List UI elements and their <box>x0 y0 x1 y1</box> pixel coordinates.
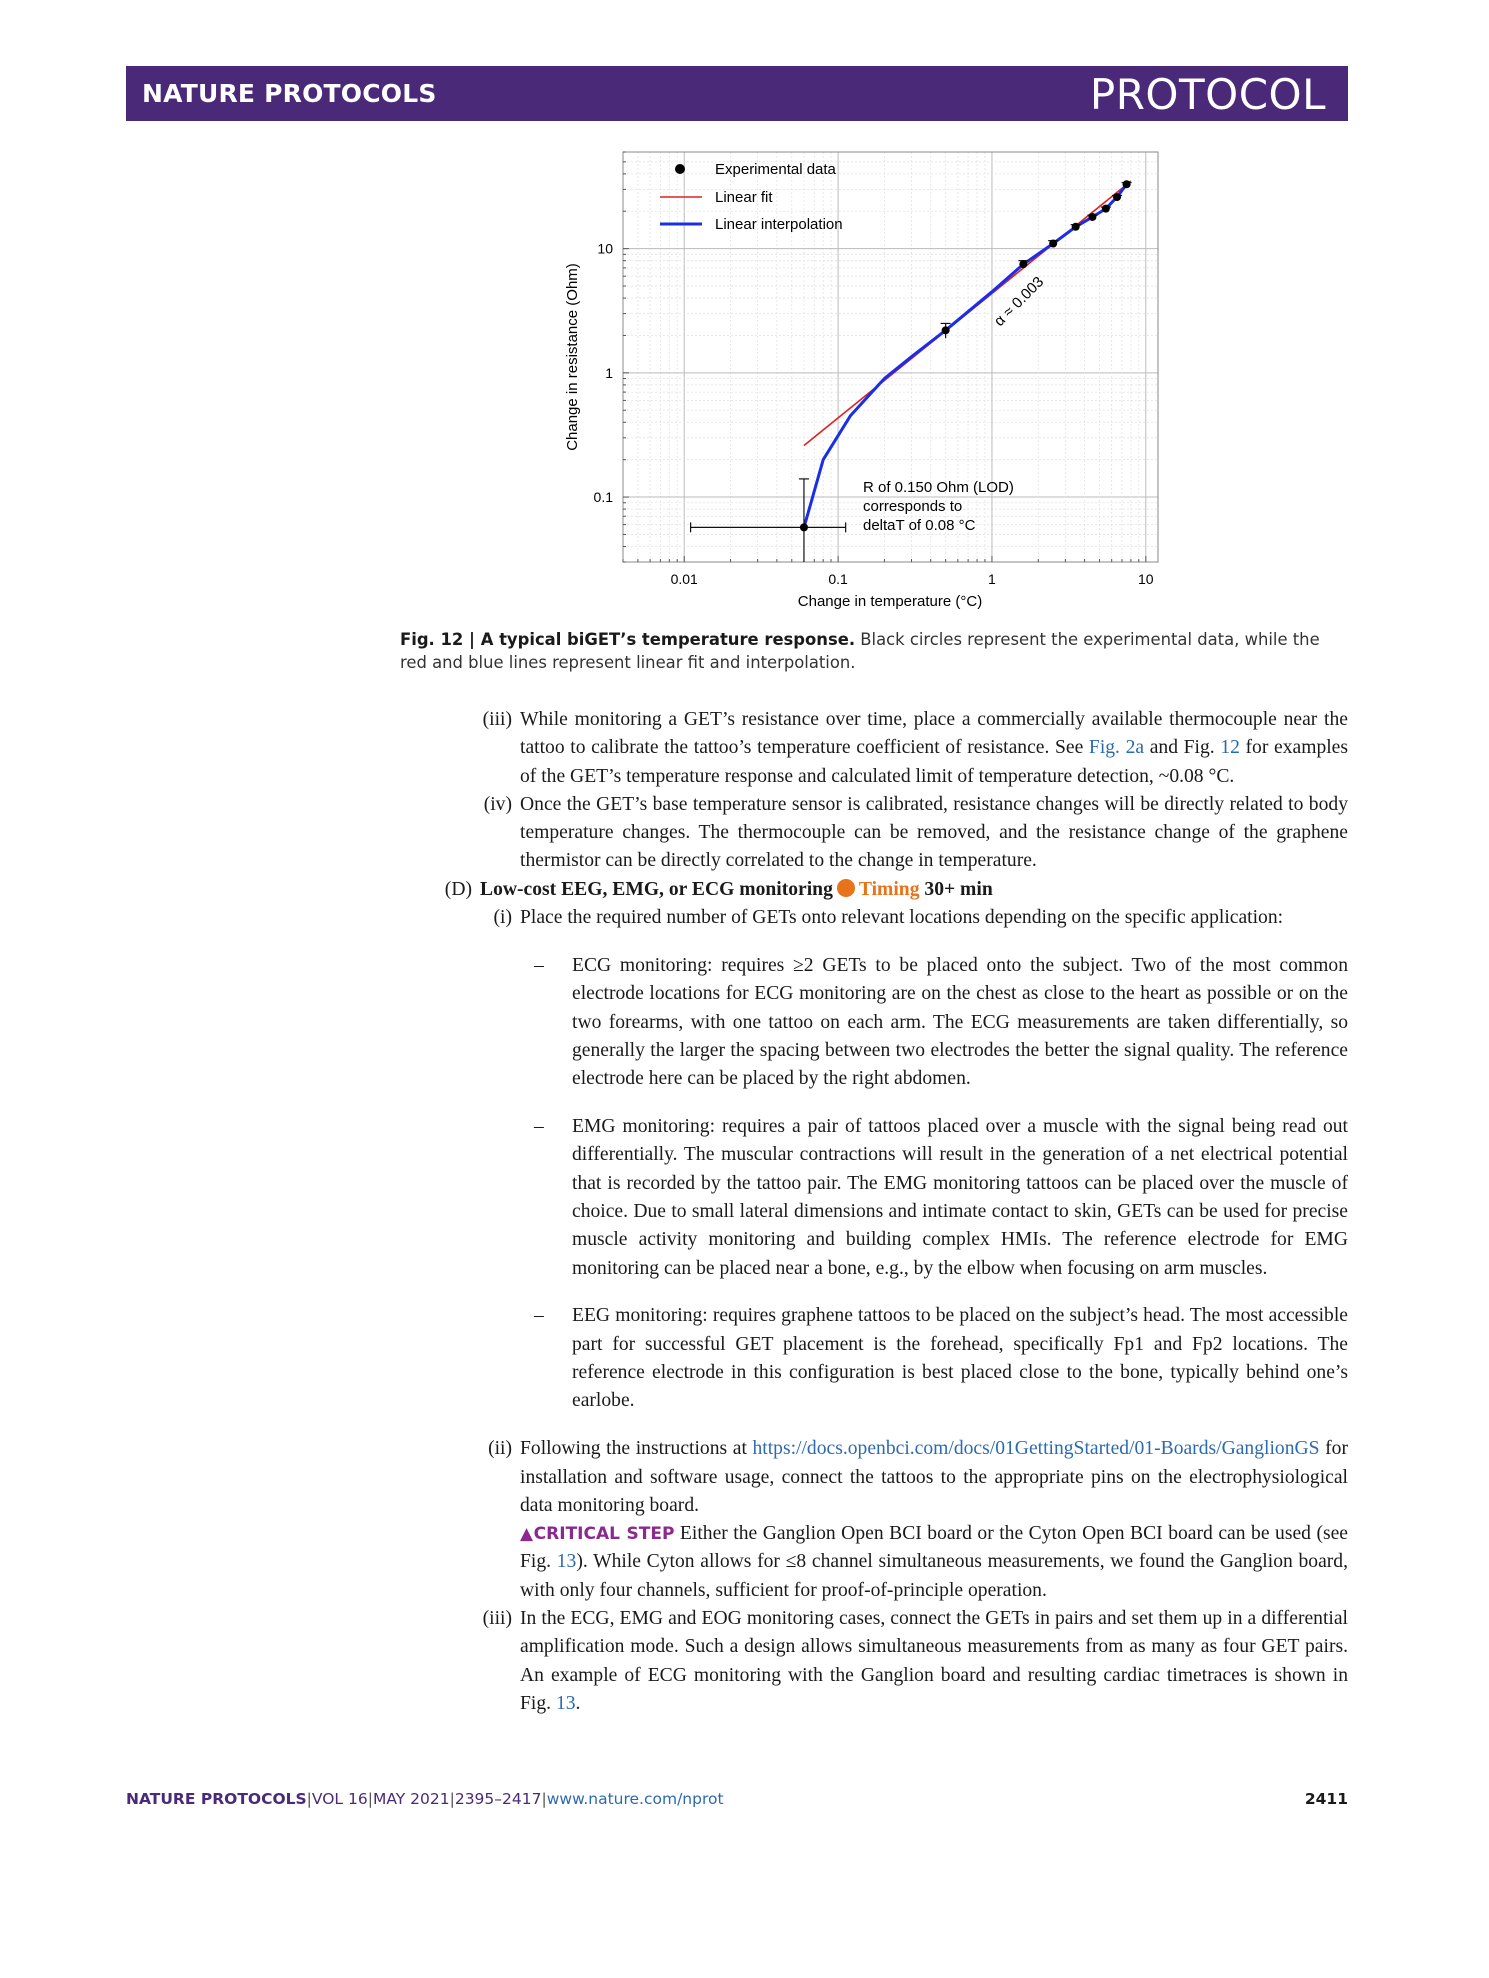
y-tick-label: 10 <box>597 240 613 257</box>
section-title: Low-cost EEG, EMG, or ECG monitoring <box>480 878 833 900</box>
body-text <box>440 706 1348 1718</box>
footer-date: MAY 2021 <box>372 1790 450 1808</box>
data-point-marker <box>1019 260 1027 268</box>
chart-lines <box>804 181 1131 527</box>
step-number: (iii) <box>482 1607 512 1629</box>
chart-legend <box>660 161 843 233</box>
step-ii: (ii) Following the instructions at https://docs.openbci.com/docs/01GettingStarted/01-Boards/GanglionGS for installation and software usage, connect the tattoos to the appropriate pins on the electrophysiological data monitoring board. ▲CRITICAL STEP Either the Ganglion Open BCI board or the Cyton Open BCI board can be used (see Fig. 13). While Cyton allows for ≤8 channel simultaneous measurements, we found the Ganglion board, with only four channels, sufficient for proof-of-principle operation. <box>520 1435 1348 1605</box>
caption-text: Black circles represent the experimental data, while the red and blue lines represent linear fit and interpolation. <box>400 630 1320 672</box>
step-i: (i) Place the required number of GETs onto relevant locations depending on the specific application: <box>520 904 1348 932</box>
temperature-response-chart <box>540 140 1180 620</box>
fig-2a-link[interactable]: Fig. 2a <box>1088 737 1145 759</box>
data-point-marker <box>942 326 950 334</box>
data-point-marker <box>1072 223 1080 231</box>
y-tick-label: 1 <box>605 364 613 381</box>
x-tick-label: 0.1 <box>828 571 848 587</box>
openbci-docs-link[interactable]: https://docs.openbci.com/docs/01GettingStarted/01-Boards/ <box>752 1438 1222 1460</box>
bullet-eeg: – EEG monitoring: requires graphene tattoos to be placed on the subject’s head. The most accessible part for successful GET placement is the forehead, specifically Fp1 and Fp2 locations. The reference electrode in this configuration is best placed close to the bone, typically behind one’s earlobe. <box>572 1302 1348 1415</box>
footer-volume: VOL 16 <box>311 1790 368 1808</box>
dash-marker: – <box>534 954 544 976</box>
alpha-annotation: α ≈ 0.003 <box>990 273 1048 330</box>
step-iii-pairs: (iii) In the ECG, EMG and EOG monitoring cases, connect the GETs in pairs and set them up in a differential amplification mode. Such a design allows simultaneous measurements from as many as four GET pairs. An example of ECG monitoring with the Ganglion board and resulting cardiac timetraces is shown in Fig. 13. <box>520 1605 1348 1718</box>
data-point-marker <box>1102 205 1110 213</box>
bullet-ecg: – ECG monitoring: requires ≥2 GETs to be placed onto the subject. Two of the most common electrode locations for ECG monitoring are on the chest as close to the heart as possible or on the two forearms, with one tattoo on each arm. The ECG measurements are taken differentially, so generally the larger the spacing between two electrodes the better the signal quality. The reference electrode here can be placed by the right abdomen. <box>572 952 1348 1093</box>
fig-13-link[interactable]: 13 <box>556 1551 577 1573</box>
y-axis-label: Change in resistance (Ohm) <box>564 263 581 451</box>
page-footer: NATURE PROTOCOLS|VOL 16|MAY 2021|2395–2417|www.nature.com/nprot 2411 <box>126 1790 1348 1808</box>
series-line-linear-interpolation <box>804 184 1127 527</box>
footer-pages: 2395–2417 <box>454 1790 542 1808</box>
dash-marker: – <box>534 1305 544 1327</box>
openbci-docs-link-cont[interactable]: GanglionGS <box>1221 1438 1320 1460</box>
timing-icon <box>837 879 855 897</box>
x-tick-label: 10 <box>1138 571 1154 587</box>
header-banner <box>126 66 1348 121</box>
y-tick-label: 0.1 <box>593 489 613 506</box>
step-number: (ii) <box>488 1438 512 1460</box>
legend-label-data: Experimental data <box>715 161 836 178</box>
fig-13-link[interactable]: 13 <box>555 1692 576 1714</box>
data-point-marker <box>1113 193 1121 201</box>
footer-url[interactable]: www.nature.com/nprot <box>546 1790 724 1808</box>
legend-marker-data <box>675 164 685 174</box>
section-d-heading <box>444 876 1348 904</box>
data-point-marker <box>1088 213 1096 221</box>
x-tick-label: 1 <box>988 571 996 587</box>
legend-label-fit: Linear fit <box>715 189 773 206</box>
fig-12-link[interactable]: 12 <box>1220 737 1240 759</box>
section-number: (D) <box>444 878 472 900</box>
data-point-marker <box>1123 180 1131 188</box>
figure-caption <box>400 628 1348 674</box>
x-axis-label: Change in temperature (°C) <box>797 593 983 610</box>
dash-marker: – <box>534 1116 544 1138</box>
data-point <box>691 479 846 562</box>
step-number: (iii) <box>482 709 512 730</box>
lod-annotation-line2: corresponds to <box>863 498 963 515</box>
footer-journal: NATURE PROTOCOLS <box>126 1790 307 1808</box>
journal-name: NATURE PROTOCOLS <box>142 79 437 108</box>
timing-label: Timing <box>858 878 920 900</box>
data-point-marker <box>1049 240 1057 248</box>
lod-annotation-line1: R of 0.150 Ohm (LOD) <box>863 479 1014 496</box>
step-iv: (iv) Once the GET’s base temperature sensor is calibrated, resistance changes will be directly related to body temperature changes. The thermocouple can be removed, and the resistance change of the graphene thermistor can be directly correlated to the change in temperature. <box>520 791 1348 876</box>
lod-annotation-line3: deltaT of 0.08 °C <box>863 517 976 534</box>
step-number: (i) <box>493 907 512 929</box>
step-number: (iv) <box>483 793 512 815</box>
caption-label: Fig. 12 | A typical biGET’s temperature response. <box>400 630 856 649</box>
x-tick-label: 0.01 <box>670 571 698 587</box>
bullet-emg: – EMG monitoring: requires a pair of tattoos placed over a muscle with the signal being read out differentially. The muscular contractions will result in the generation of a net electrical potential that is recorded by the tattoo pair. The EMG monitoring tattoos can be placed over the muscle of choice. Due to small lateral dimensions and intimate contact to skin, GETs can be used for precise muscle activity monitoring and building complex HMIs. The reference electrode for EMG monitoring can be placed near a bone, e.g., by the elbow when focusing on arm muscles. <box>572 1113 1348 1283</box>
critical-step-label: ▲CRITICAL STEP <box>520 1524 675 1545</box>
page-number: 2411 <box>1304 1790 1348 1808</box>
legend-label-interp: Linear interpolation <box>715 216 843 233</box>
article-type: PROTOCOL <box>1089 70 1326 119</box>
timing-value: 30+ min <box>919 878 993 900</box>
step-iii-calibrate: (iii) While monitoring a GET’s resistance over time, place a commercially available thermocouple near the tattoo to calibrate the tattoo’s temperature coefficient of resistance. See Fig. 2a and Fig. 12 for examples of the GET’s temperature response and calculated limit of temperature detection, ~0.08 °C. <box>520 706 1348 791</box>
data-point-marker <box>800 523 808 531</box>
